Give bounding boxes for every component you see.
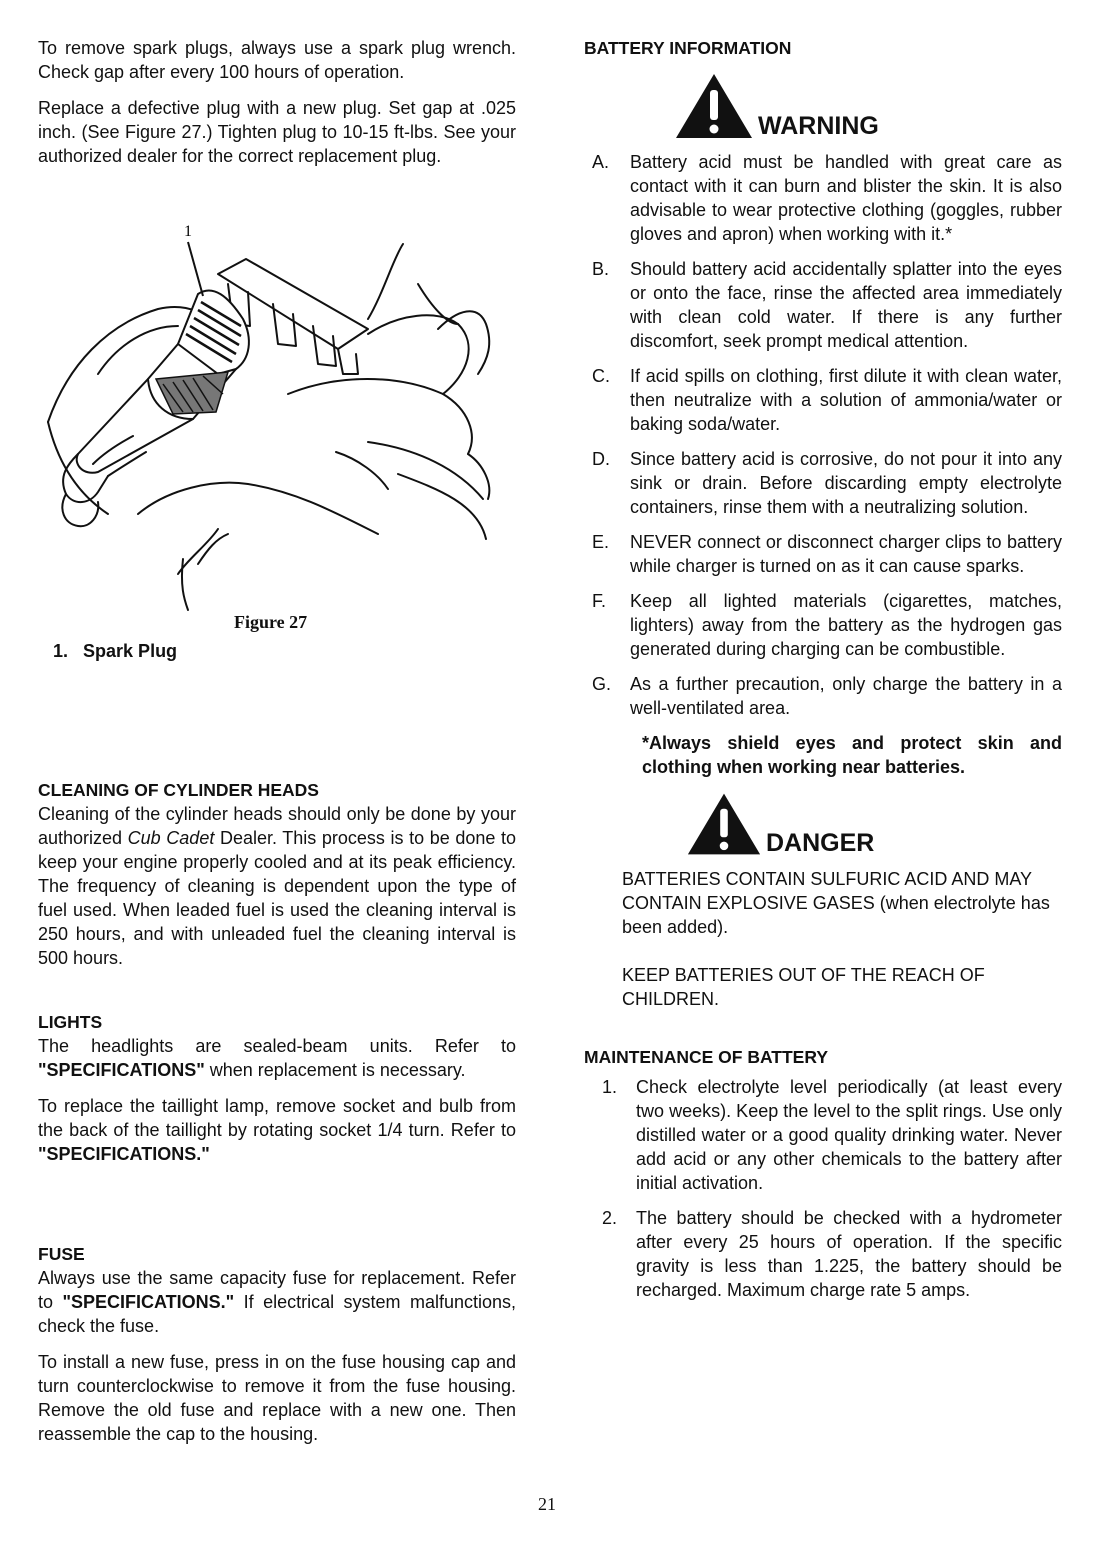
figure-legend-number: 1. bbox=[53, 641, 69, 661]
danger-icon bbox=[686, 791, 762, 857]
page-number: 21 bbox=[538, 1494, 556, 1514]
warning-item: B. Should battery acid accidentally splatter into the eyes or onto the face, rinse the affected area immediately with clean cold water. If there is any further discomfort, seek prompt medical attention. bbox=[592, 259, 1062, 351]
brand-name: Cub Cadet bbox=[127, 828, 215, 848]
fuse-section bbox=[38, 1242, 516, 1446]
warning-list bbox=[584, 150, 1062, 720]
warning-item: F. Keep all lighted materials (cigarettes, matches, lighters) away from the battery as the hydrogen gas generated during charging can be combustible. bbox=[592, 591, 1062, 659]
danger-banner bbox=[686, 791, 1062, 857]
figure-legend bbox=[53, 641, 177, 662]
figure-legend-label: Spark Plug bbox=[83, 641, 178, 661]
warning-item: G. As a further precaution, only charge the battery in a well-ventilated area. bbox=[592, 674, 1062, 718]
maintenance-list bbox=[584, 1075, 1062, 1302]
spark-plug-paragraph-2: Replace a defective plug with a new plug. Set gap at .025 inch. (See Figure 27.) Tighten plug to 10-15 ft-lbs. See your authorized dealer for the correct replacement plug. bbox=[38, 98, 516, 166]
warning-label: WARNING bbox=[758, 112, 879, 140]
warning-item: D. Since battery acid is corrosive, do not pour it into any sink or drain. Before discarding empty electrolyte containers, rinse them with a neutralizing solution. bbox=[592, 449, 1062, 517]
specifications-ref: "SPECIFICATIONS." bbox=[62, 1292, 235, 1312]
cleaning-heading: CLEANING OF CYLINDER HEADS bbox=[38, 780, 319, 800]
danger-label: DANGER bbox=[766, 829, 875, 857]
specifications-ref: "SPECIFICATIONS." bbox=[38, 1144, 210, 1164]
warning-item: E. NEVER connect or disconnect charger clips to battery while charger is turned on as it can cause sparks. bbox=[592, 532, 1062, 576]
danger-paragraph-1: BATTERIES CONTAIN SULFURIC ACID AND MAY CONTAIN EXPLOSIVE GASES (when electrolyte has been added). bbox=[622, 869, 1050, 937]
fuse-paragraph-1: Always use the same capacity fuse for replacement. Refer to "SPECIFICATIONS." If electrical system malfunctions, check the fuse. bbox=[38, 1268, 517, 1336]
warning-icon bbox=[674, 72, 754, 140]
danger-paragraph-2: KEEP BATTERIES OUT OF THE REACH OF CHILDREN. bbox=[622, 965, 985, 1009]
warning-item: C. If acid spills on clothing, first dilute it with clean water, then neutralize with a solution of ammonia/water or baking soda/water. bbox=[592, 366, 1062, 434]
maintenance-item: 2. The battery should be checked with a hydrometer after every 25 hours of operation. If the specific gravity is less than 1.225, the battery should be recharged. Maximum charge rate 5 amps. bbox=[602, 1208, 1062, 1300]
lights-paragraph-2: To replace the taillight lamp, remove socket and bulb from the back of the taillight by rotating socket 1/4 turn. Refer to "SPECIFICATIONS." bbox=[38, 1096, 516, 1164]
left-column bbox=[38, 36, 517, 1444]
cleaning-section bbox=[38, 778, 516, 970]
safety-note: *Always shield eyes and protect skin and clothing when working near batteries. bbox=[642, 733, 1062, 777]
specifications-ref: "SPECIFICATIONS" bbox=[38, 1060, 205, 1080]
lights-section bbox=[38, 1010, 516, 1166]
figure-callout-1: 1 bbox=[184, 223, 192, 240]
maintenance-heading: MAINTENANCE OF BATTERY bbox=[584, 1047, 829, 1067]
spark-plug-paragraph-1: To remove spark plugs, always use a spark plug wrench. Check gap after every 100 hours of operation. bbox=[38, 38, 516, 82]
warning-item: A. Battery acid must be handled with great care as contact with it can burn and blister the skin. It is also advisable to wear protective clothing (goggles, rubber gloves and apron) when working with it.* bbox=[592, 152, 1062, 244]
spark-plug-illustration bbox=[38, 214, 516, 614]
cleaning-paragraph: Cleaning of the cylinder heads should only be done by your authorized Cub Cadet Dealer. This process is to be done to keep your engine properly cooled and at its peak efficiency. The frequency of cleaning is dependent upon the type of fuel used. When leaded fuel is used the cleaning interval is 250 hours, and with unleaded fuel the cleaning interval is 500 hours. bbox=[38, 804, 517, 968]
warning-banner bbox=[674, 72, 1062, 140]
figure-caption: Figure 27 bbox=[234, 612, 308, 632]
right-column bbox=[584, 36, 1062, 1313]
fuse-heading: FUSE bbox=[38, 1244, 85, 1264]
lights-heading: LIGHTS bbox=[38, 1012, 103, 1032]
lights-paragraph-1: The headlights are sealed-beam units. Refer to "SPECIFICATIONS" when replacement is necessary. bbox=[38, 1036, 516, 1080]
fuse-paragraph-2: To install a new fuse, press in on the fuse housing cap and turn counterclockwise to remove it from the fuse housing. Remove the old fuse and replace with a new one. Then reassemble the cap to the housing. bbox=[38, 1352, 516, 1444]
maintenance-item: 1. Check electrolyte level periodically (at least every two weeks). Keep the level to the split rings. Use only distilled water or a good quality drinking water. Never add acid or any other chemicals to the battery after initial activation. bbox=[602, 1077, 1062, 1193]
figure-27 bbox=[38, 214, 516, 661]
battery-information-heading: BATTERY INFORMATION bbox=[584, 38, 792, 58]
